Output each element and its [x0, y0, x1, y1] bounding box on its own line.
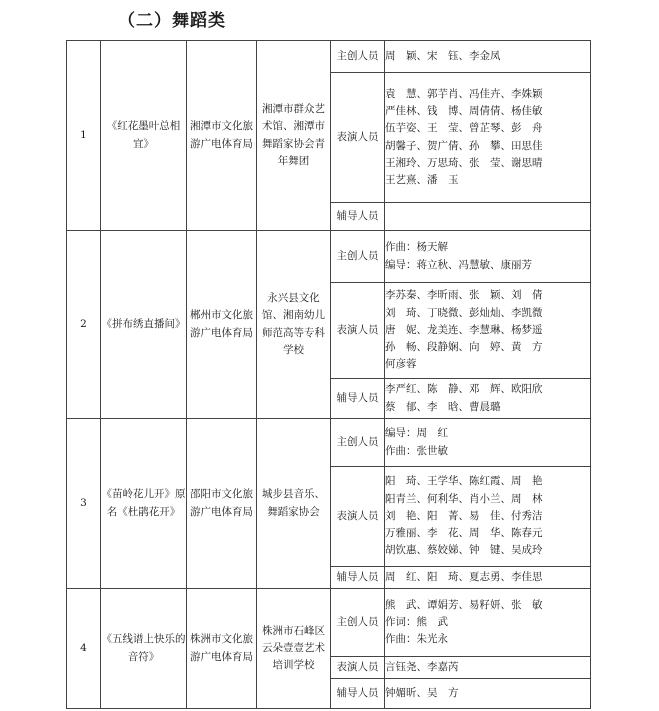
names-performers — [385, 73, 591, 203]
recommending-unit: 株洲市文化旅游广电体育局 — [187, 589, 257, 709]
role-label-performers: 表演人员 — [331, 283, 385, 379]
name-line: 唐 妮、龙美连、李慧琳、杨梦遥 — [385, 323, 543, 336]
table-row — [67, 589, 591, 657]
name-line: 严佳林、钱 博、周倩倩、杨佳敏 — [385, 105, 543, 118]
names-guides — [385, 379, 591, 419]
role-label-creators: 主创人员 — [331, 419, 385, 467]
awards-table-body — [67, 41, 591, 709]
name-line: 熊 武、谭娟芳、易籽妍、张 敏 — [385, 598, 543, 611]
name-line: 李苏秦、李昕雨、张 颖、刘 倩 — [385, 289, 543, 302]
name-line: 李严红、陈 静、邓 辉、欧阳欣 — [385, 383, 543, 396]
name-line: 胡钦惠、蔡姣娣、钟 键、吴成玲 — [385, 544, 543, 557]
role-label-creators: 主创人员 — [331, 589, 385, 657]
table-row — [67, 419, 591, 467]
names-guides — [385, 203, 591, 231]
name-line: 作曲：杨天解 — [385, 241, 448, 254]
name-line: 作词：熊 武 — [385, 615, 448, 628]
role-label-guides: 辅导人员 — [331, 203, 385, 231]
work-title: 《五线谱上快乐的音符》 — [101, 589, 187, 709]
name-line: 编导：蒋立秋、冯慧敏、康丽芳 — [385, 258, 532, 271]
name-line: 万雅丽、李 花、周 华、陈春元 — [385, 527, 543, 540]
row-number: 2 — [67, 231, 101, 419]
recommending-unit: 邵阳市文化旅游广电体育局 — [187, 419, 257, 589]
names-creators — [385, 419, 591, 467]
work-title: 《红花墨叶总相宜》 — [101, 41, 187, 231]
names-guides — [385, 567, 591, 589]
name-line: 言钰尧、李嘉芮 — [385, 660, 459, 673]
recommending-unit: 湘潭市文化旅游广电体育局 — [187, 41, 257, 231]
name-line: 阳青兰、何利华、肖小兰、周 林 — [385, 492, 543, 505]
name-line: 编导：周 红 — [385, 427, 448, 440]
name-line: 刘 琦、丁晓微、彭灿灿、李凯微 — [385, 306, 543, 319]
row-number: 3 — [67, 419, 101, 589]
awards-table — [66, 40, 591, 709]
role-label-guides: 辅导人员 — [331, 679, 385, 709]
names-guides — [385, 679, 591, 709]
performing-unit: 永兴县文化馆、湘南幼儿师范高等专科学校 — [257, 231, 331, 419]
names-performers — [385, 467, 591, 567]
work-title: 《苗岭花儿开》原名《杜鹃花开》 — [101, 419, 187, 589]
names-creators — [385, 589, 591, 657]
role-label-creators: 主创人员 — [331, 231, 385, 283]
table-row — [67, 231, 591, 283]
row-number: 4 — [67, 589, 101, 709]
name-line: 作曲：张世敏 — [385, 444, 448, 457]
recommending-unit: 郴州市文化旅游广电体育局 — [187, 231, 257, 419]
name-line: 王湘玲、万思琦、张 莹、谢思晴 — [385, 156, 543, 169]
role-label-performers: 表演人员 — [331, 657, 385, 679]
names-performers — [385, 283, 591, 379]
name-line: 胡馨子、贺广倩、孙 攀、田思佳 — [385, 139, 543, 152]
role-label-creators: 主创人员 — [331, 41, 385, 73]
work-title: 《拼布绣直播间》 — [101, 231, 187, 419]
name-line: 孙 畅、段静娴、向 婷、黄 方 — [385, 341, 543, 354]
name-line: 作曲：朱光永 — [385, 633, 448, 646]
row-number: 1 — [67, 41, 101, 231]
name-line: 何彦蓉 — [385, 358, 417, 371]
role-label-performers: 表演人员 — [331, 73, 385, 203]
section-heading: （二）舞蹈类 — [118, 11, 226, 31]
performing-unit: 株洲市石峰区云朵壹壹艺术培训学校 — [257, 589, 331, 709]
role-label-guides: 辅导人员 — [331, 567, 385, 589]
name-line: 钟媚昕、吴 方 — [385, 686, 459, 699]
name-line: 袁 慧、郭芋肖、冯佳卉、李姝颖 — [385, 87, 543, 100]
name-line: 伍芋姿、王 莹、曾芷琴、彭 舟 — [385, 122, 543, 135]
role-label-guides: 辅导人员 — [331, 379, 385, 419]
table-row — [67, 41, 591, 73]
performing-unit: 湘潭市群众艺术馆、湘潭市舞蹈家协会青年舞团 — [257, 41, 331, 231]
name-line: 周 红、阳 琦、夏志勇、李佳思 — [385, 570, 543, 583]
names-performers — [385, 657, 591, 679]
performing-unit: 城步县音乐、舞蹈家协会 — [257, 419, 331, 589]
name-line: 周 颖、宋 钰、李金凤 — [385, 49, 501, 62]
name-line: 蔡 郁、李 晗、曹晨璐 — [385, 400, 501, 413]
name-line: 阳 琦、王学华、陈红霞、周 艳 — [385, 475, 543, 488]
role-label-performers: 表演人员 — [331, 467, 385, 567]
name-line: 刘 艳、阳 菁、易 佳、付秀洁 — [385, 509, 543, 522]
names-creators — [385, 231, 591, 283]
names-creators — [385, 41, 591, 73]
name-line: 王艺熹、潘 玉 — [385, 173, 459, 186]
